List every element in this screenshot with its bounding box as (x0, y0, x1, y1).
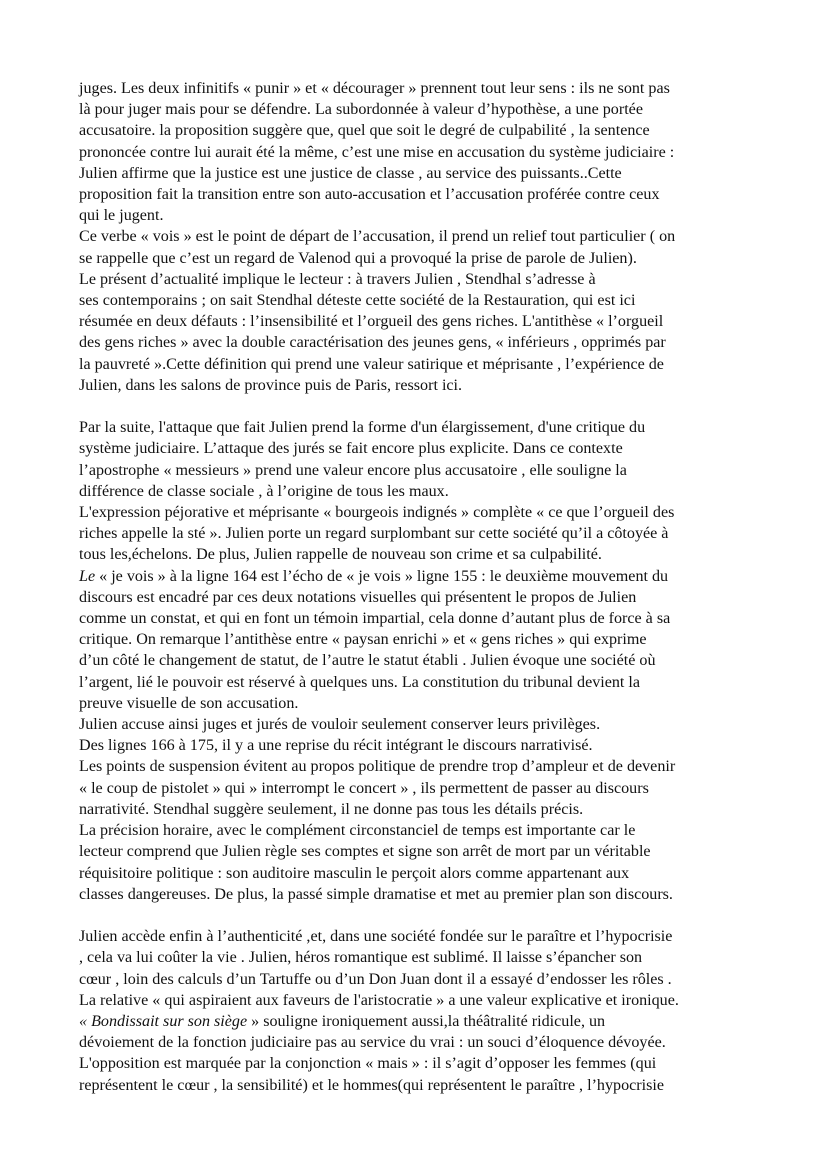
text-line: Julien accuse ainsi juges et jurés de vouloir seulement conserver leurs privilèges. (79, 716, 601, 734)
text-line: La précision horaire, avec le complément circonstanciel de temps est importante car le (79, 822, 636, 840)
text-line: représentent le cœur , la sensibilité) et le hommes(qui représentent le paraître , l’hypocrisie (79, 1076, 664, 1094)
text-line: se rappelle que c’est un regard de Valenod qui a provoqué la prise de parole de Julien). (79, 249, 637, 267)
text-line: l’argent, lié le pouvoir est réservé à quelques uns. La constitution du tribunal devient la (79, 673, 641, 691)
text-line: preuve visuelle de son accusation. (79, 694, 299, 712)
text-line: Par la suite, l'attaque que fait Julien prend la forme d'un élargissement, d'une critique du (79, 419, 646, 437)
text-line: ses contemporains ; on sait Stendhal déteste cette société de la Restauration, qui est ici (79, 292, 636, 310)
text-line: comme un constat, et qui en font un témoin impartial, cela donne d’autant plus de force à sa (79, 610, 671, 628)
text-line: dévoiement de la fonction judiciaire pas au service du vrai : un souci d’éloquence dévoyée. (79, 1034, 666, 1052)
text-line: tous les,échelons. De plus, Julien rappelle de nouveau son crime et sa culpabilité. (79, 546, 602, 564)
text-line: là pour juger mais pour se défendre. La subordonnée à valeur d’hypothèse, a une portée (79, 101, 643, 119)
text-line: l’apostrophe « messieurs » prend une valeur encore plus accusatoire , elle souligne la (79, 461, 627, 479)
text-line: Ce verbe « vois » est le point de départ de l’accusation, il prend un relief tout particulier ( on (79, 228, 676, 246)
text-line: Julien affirme que la justice est une justice de classe , au service des puissants..Cette (79, 164, 622, 182)
text-line: discours est encadré par ces deux notations visuelles qui présentent le propos de Julien (79, 588, 637, 606)
text-line: L'opposition est marquée par la conjonction « mais » : il s’agit d’opposer les femmes (qui (79, 1055, 657, 1073)
text-line: La relative « qui aspiraient aux faveurs de l'aristocratie » a une valeur explicative et ironique. (79, 991, 679, 1009)
text-line: narrativité. Stendhal suggère seulement, il ne donne pas tous les détails précis. (79, 800, 584, 818)
text-line: résumée en deux défauts : l’insensibilité et l’orgueil des gens riches. L'antithèse « l’orgueil (79, 313, 664, 331)
paragraph-gap (79, 396, 751, 417)
text-line: la pauvreté ».Cette définition qui prend une valeur satirique et méprisante , l’expérience de (79, 355, 664, 373)
text-line: Des lignes 166 à 175, il y a une reprise du récit intégrant le discours narrativisé. (79, 737, 593, 755)
text-line: Les points de suspension évitent au propos politique de prendre trop d’ampleur et de devenir (79, 758, 676, 776)
text-line: classes dangereuses. De plus, la passé simple dramatise et met au premier plan son discours. (79, 885, 673, 903)
text-line: Le « je vois » à la ligne 164 est l’écho de « je vois » ligne 155 : le deuxième mouvement du (79, 567, 669, 585)
text-line: réquisitoire politique : son auditoire masculin le perçoit alors comme appartenant aux (79, 864, 630, 882)
text-line: proposition fait la transition entre son auto-accusation et l’accusation proférée contre ceux (79, 186, 660, 204)
document-body (79, 78, 751, 1096)
text-line: critique. On remarque l’antithèse entre « paysan enrichi » et « gens riches » qui exprime (79, 631, 647, 649)
text-line: « le coup de pistolet » qui » interrompt le concert » , ils permettent de passer au discours (79, 779, 649, 797)
text-line: d’un côté le changement de statut, de l’autre le statut établi . Julien évoque une société où (79, 652, 656, 670)
text-line: juges. Les deux infinitifs « punir » et « décourager » prennent tout leur sens : ils ne sont pas (79, 80, 670, 97)
text-line: Le présent d’actualité implique le lecteur : à travers Julien , Stendhal s’adresse à (79, 270, 596, 288)
text-line: « Bondissait sur son siège » souligne ironiquement aussi,la théâtralité ridicule, un (79, 1012, 606, 1030)
text-line: riches appelle la sté ». Julien porte un regard surplombant sur cette société qu’il a côtoyée à (79, 525, 669, 543)
text-line: Julien, dans les salons de province puis de Paris, ressort ici. (79, 376, 463, 394)
text-line: accusatoire. la proposition suggère que, quel que soit le degré de culpabilité , la sentence (79, 122, 650, 140)
text-line: L'expression péjorative et méprisante « bourgeois indignés » complète « ce que l’orgueil des (79, 504, 675, 522)
text-line: des gens riches » avec la double caractérisation des jeunes gens, « inférieurs , opprimés par (79, 334, 666, 352)
text-line: Julien accède enfin à l’authenticité ,et, dans une société fondée sur le paraître et l’hypocrisie (79, 928, 673, 946)
text-line: , cela va lui coûter la vie . Julien, héros romantique est sublimé. Il laisse s’épancher son (79, 949, 643, 967)
text-line: qui le jugent. (79, 207, 164, 225)
paragraph-gap (79, 905, 751, 926)
text-line: cœur , loin des calculs d’un Tartuffe ou d’un Don Juan dont il a essayé d’endosser les rôles . (79, 970, 672, 988)
text-line: prononcée contre lui aurait été la même, c’est une mise en accusation du système judiciaire : (79, 143, 675, 161)
text-line: lecteur comprend que Julien règle ses comptes et signe son arrêt de mort par un véritable (79, 843, 651, 861)
text-line: système judiciaire. L’attaque des jurés se fait encore plus explicite. Dans ce contexte (79, 440, 623, 458)
text-line: différence de classe sociale , à l’origine de tous les maux. (79, 482, 449, 500)
